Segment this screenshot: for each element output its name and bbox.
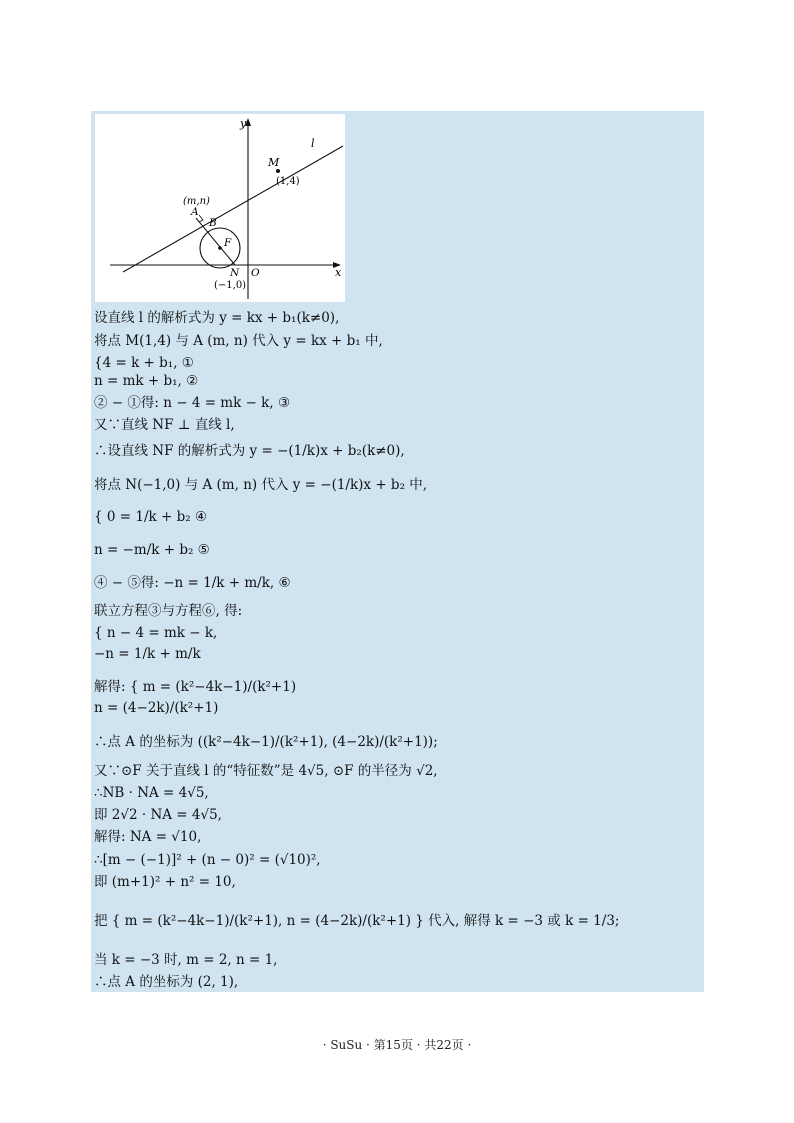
label-n-coord: (−1,0)	[214, 280, 247, 291]
label-n: N	[230, 267, 240, 279]
geometry-figure	[95, 114, 345, 302]
label-m-coord: (1,4)	[276, 176, 300, 187]
text-line: 解得: { m = (k²−4k−1)/(k²+1)	[94, 679, 297, 695]
label-a-coord: (m,n)	[183, 196, 210, 207]
text-line: n = (4−2k)/(k²+1)	[94, 700, 219, 716]
text-line: 又∵⊙F 关于直线 l 的“特征数”是 4√5, ⊙F 的半径为 √2,	[94, 763, 438, 779]
label-l: l	[311, 137, 315, 150]
label-x: x	[335, 266, 342, 279]
text-line: 即 (m+1)² + n² = 10,	[94, 874, 236, 890]
text-line: 把 { m = (k²−4k−1)/(k²+1), n = (4−2k)/(k²+1) } 代入, 解得 k = −3 或 k = 1/3;	[94, 913, 620, 929]
text-line: 设直线 l 的解析式为 y = kx + b₁(k≠0),	[94, 310, 340, 326]
line-l	[123, 146, 343, 272]
label-b: B	[209, 217, 217, 229]
text-line: ② − ①得: n − 4 = mk − k, ③	[94, 395, 291, 411]
right-angle-mark	[199, 215, 203, 222]
text-line: −n = 1/k + m/k	[94, 646, 201, 662]
text-line: { 0 = 1/k + b₂ ④	[94, 509, 208, 525]
text-line: ∴设直线 NF 的解析式为 y = −(1/k)x + b₂(k≠0),	[94, 443, 405, 459]
text-line: 解得: NA = √10,	[94, 829, 202, 845]
text-line: { n − 4 = mk − k,	[94, 625, 218, 641]
text-line: ∴NB · NA = 4√5,	[94, 785, 209, 801]
text-line: 即 2√2 · NA = 4√5,	[94, 807, 222, 823]
page-footer: · SuSu · 第15页 · 共22页 ·	[322, 1038, 472, 1052]
text-line: {4 = k + b₁, ①	[94, 355, 194, 371]
text-line: 又∵直线 NF ⊥ 直线 l,	[94, 417, 235, 433]
label-f: F	[224, 237, 232, 249]
text-line: 将点 N(−1,0) 与 A (m, n) 代入 y = −(1/k)x + b₂ 中,	[94, 477, 428, 493]
text-line: n = −m/k + b₂ ⑤	[94, 542, 210, 558]
text-line: n = mk + b₁, ②	[94, 373, 199, 389]
point-m	[276, 169, 280, 173]
text-line: ∴[m − (−1)]² + (n − 0)² = (√10)²,	[94, 852, 321, 868]
label-y: y	[240, 117, 247, 130]
text-line: 当 k = −3 时, m = 2, n = 1,	[94, 952, 278, 968]
text-line: 联立方程③与方程⑥, 得:	[94, 603, 243, 619]
text-line: ④ − ⑤得: −n = 1/k + m/k, ⑥	[94, 575, 291, 591]
label-o: O	[251, 267, 260, 279]
coordinate-diagram	[95, 114, 345, 302]
point-f	[218, 246, 222, 250]
text-line: 将点 M(1,4) 与 A (m, n) 代入 y = kx + b₁ 中,	[94, 333, 383, 349]
label-m: M	[268, 156, 280, 169]
text-line: ∴点 A 的坐标为 ((k²−4k−1)/(k²+1), (4−2k)/(k²+1));	[94, 734, 438, 750]
label-a: A	[191, 206, 199, 218]
text-line: ∴点 A 的坐标为 (2, 1),	[94, 974, 239, 990]
